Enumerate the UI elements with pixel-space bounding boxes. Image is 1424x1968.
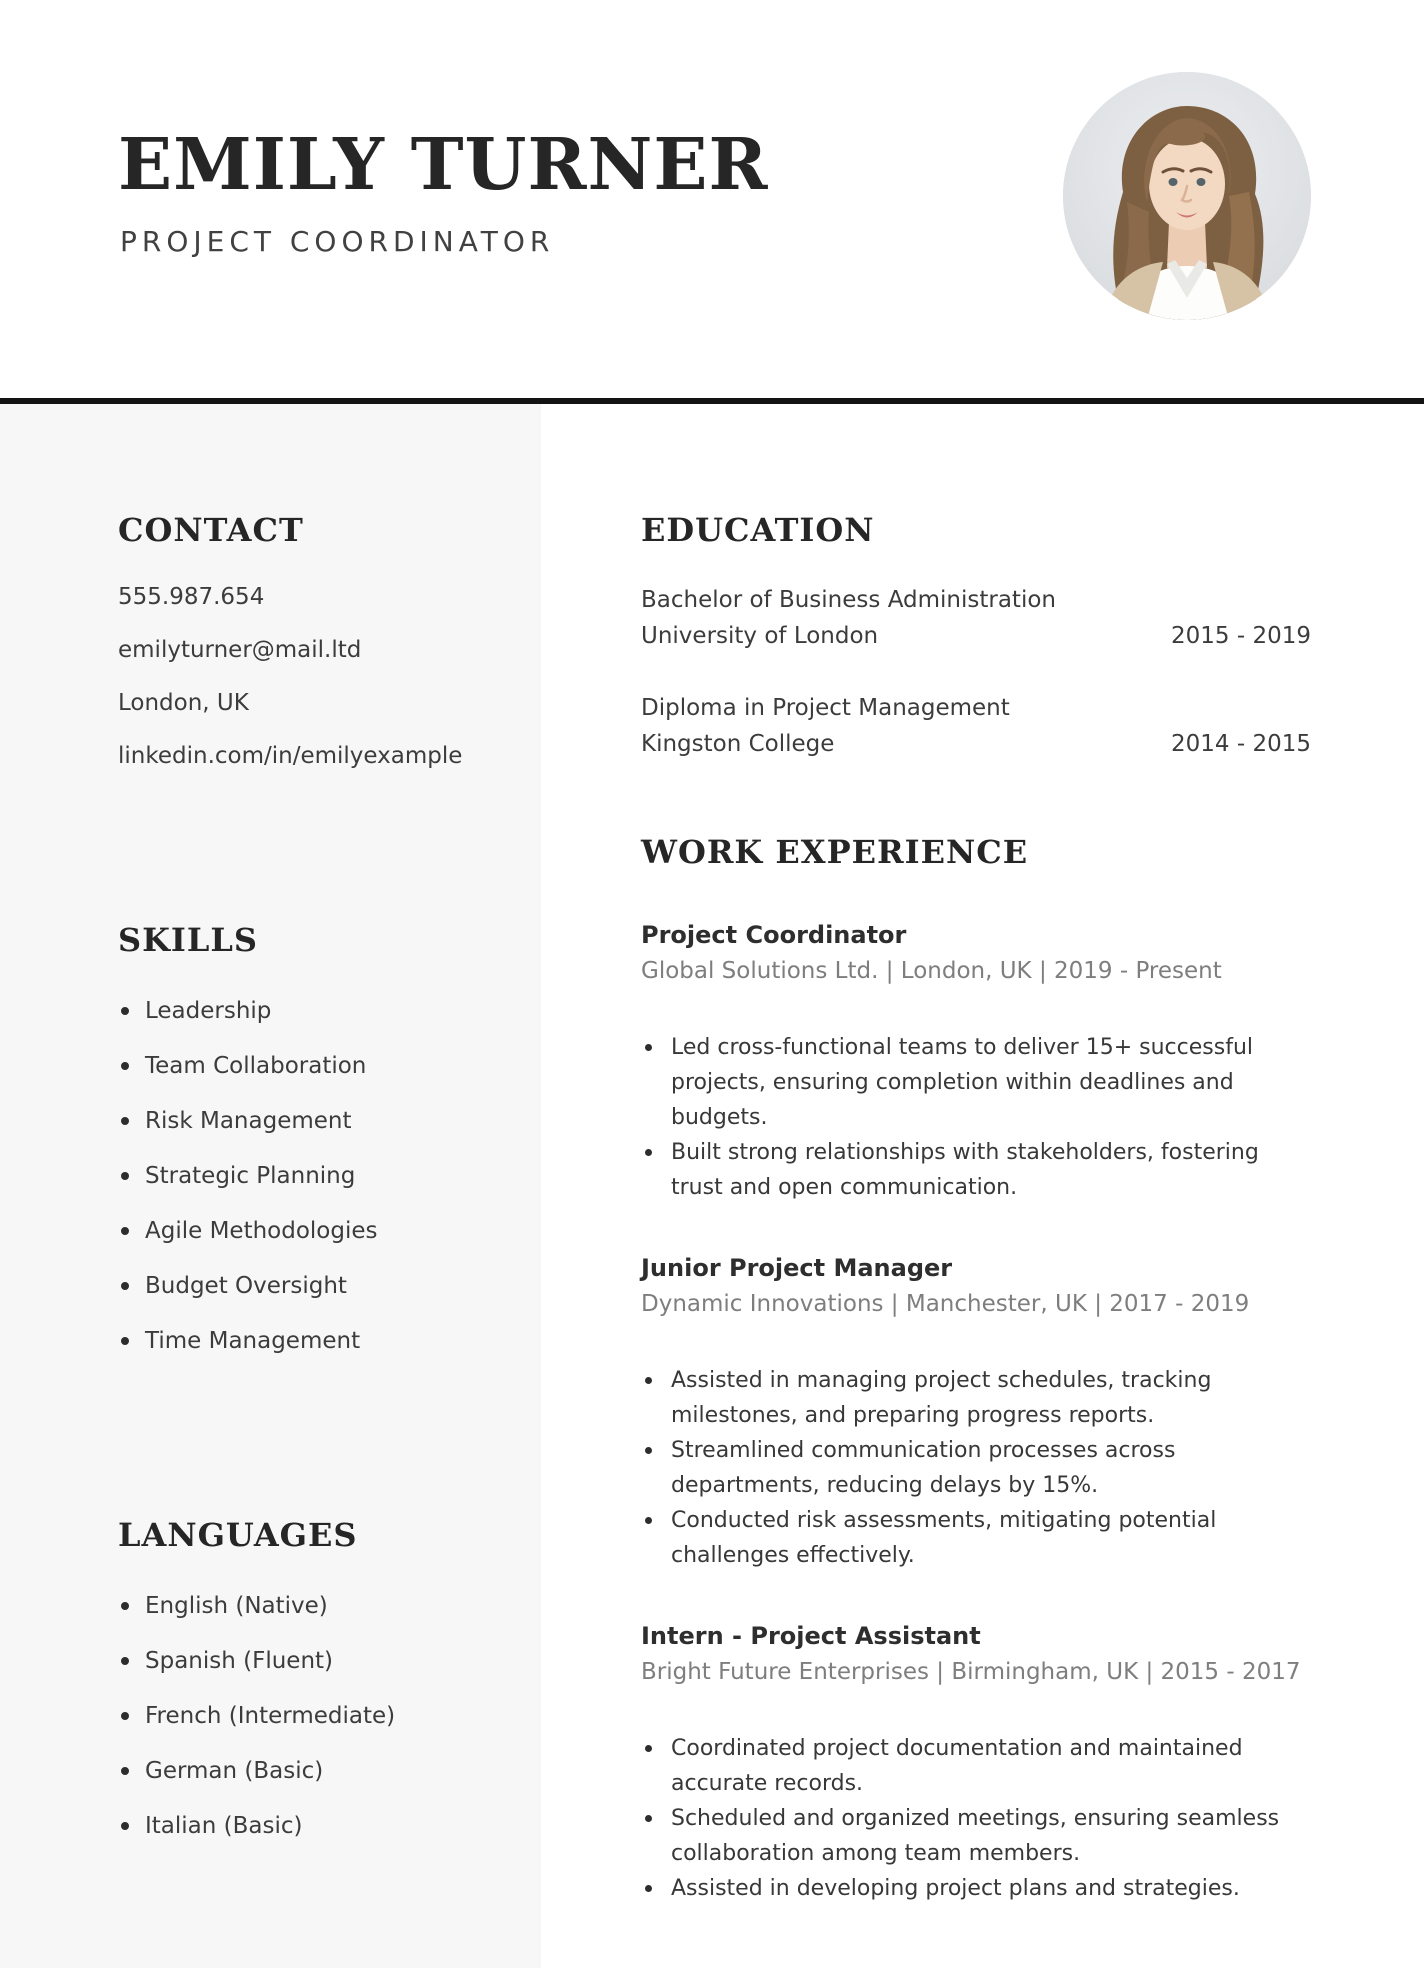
left-sidebar (0, 404, 541, 1968)
degree-name: Diploma in Project Management (641, 695, 1010, 721)
job-entry (641, 920, 1311, 1205)
skills-heading: SKILLS (118, 921, 258, 959)
language-item: English (Native) (118, 1595, 483, 1618)
job-bullet: Led cross-functional teams to deliver 15+ successful projects, ensuring completion within deadlines and budgets. (641, 1030, 1281, 1135)
language-item: French (Intermediate) (118, 1705, 483, 1728)
job-title: Project Coordinator (641, 921, 907, 949)
job-entry (641, 1621, 1311, 1906)
resume-header (0, 0, 1424, 398)
person-name: EMILY TURNER (118, 122, 769, 206)
job-entry (641, 1253, 1311, 1573)
skill-item: Budget Oversight (118, 1275, 483, 1298)
contact-email: emilyturner@mail.ltd (118, 637, 362, 663)
skill-item: Strategic Planning (118, 1165, 483, 1188)
school-name: Kingston College (641, 731, 835, 757)
resume-body (0, 404, 1424, 1968)
school-name: University of London (641, 623, 879, 649)
profile-photo (1063, 72, 1311, 320)
degree-name: Bachelor of Business Administration (641, 587, 1056, 613)
language-item: Spanish (Fluent) (118, 1650, 483, 1673)
work-experience-heading: WORK EXPERIENCE (641, 833, 1029, 871)
contact-list (118, 586, 483, 768)
job-meta: Bright Future Enterprises | Birmingham, UK | 2015 - 2017 (641, 1659, 1301, 1685)
job-bullet: Conducted risk assessments, mitigating potential challenges effectively. (641, 1503, 1281, 1573)
job-bullet: Assisted in managing project schedules, tracking milestones, and preparing progress reports. (641, 1363, 1281, 1433)
job-bullet: Scheduled and organized meetings, ensuring seamless collaboration among team members. (641, 1801, 1281, 1871)
main-column (541, 404, 1424, 1968)
job-bullet: Coordinated project documentation and maintained accurate records. (641, 1731, 1281, 1801)
contact-phone: 555.987.654 (118, 584, 265, 610)
job-bullet-list (641, 1030, 1281, 1205)
education-heading: EDUCATION (641, 511, 875, 549)
job-bullet-list (641, 1363, 1281, 1573)
job-bullet: Built strong relationships with stakeholders, fostering trust and open communication. (641, 1135, 1281, 1205)
skill-item: Risk Management (118, 1110, 483, 1133)
skill-item: Team Collaboration (118, 1055, 483, 1078)
education-entry-text (641, 582, 1056, 654)
job-meta: Dynamic Innovations | Manchester, UK | 2017 - 2019 (641, 1291, 1250, 1317)
job-bullet: Assisted in developing project plans and strategies. (641, 1871, 1281, 1906)
contact-heading: CONTACT (118, 511, 304, 549)
language-item: German (Basic) (118, 1760, 483, 1783)
education-entry (641, 582, 1311, 654)
job-title: Intern - Project Assistant (641, 1622, 981, 1650)
job-bullet: Streamlined communication processes across departments, reducing delays by 15%. (641, 1433, 1281, 1503)
person-job-title: PROJECT COORDINATOR (120, 225, 555, 258)
skills-list (118, 1000, 483, 1353)
languages-list (118, 1595, 483, 1838)
portrait-illustration (1063, 72, 1311, 320)
language-item: Italian (Basic) (118, 1815, 483, 1838)
job-meta: Global Solutions Ltd. | London, UK | 2019 - Present (641, 958, 1222, 984)
education-entry-text (641, 690, 1010, 762)
contact-linkedin: linkedin.com/in/emilyexample (118, 743, 463, 769)
languages-heading: LANGUAGES (118, 1516, 358, 1554)
job-title: Junior Project Manager (641, 1254, 953, 1282)
job-bullet-list (641, 1731, 1281, 1906)
education-list (641, 582, 1311, 762)
skill-item: Leadership (118, 1000, 483, 1023)
education-entry (641, 690, 1311, 762)
skill-item: Agile Methodologies (118, 1220, 483, 1243)
education-dates: 2014 - 2015 (1171, 731, 1311, 757)
contact-location: London, UK (118, 690, 249, 716)
skill-item: Time Management (118, 1330, 483, 1353)
education-dates: 2015 - 2019 (1171, 623, 1311, 649)
